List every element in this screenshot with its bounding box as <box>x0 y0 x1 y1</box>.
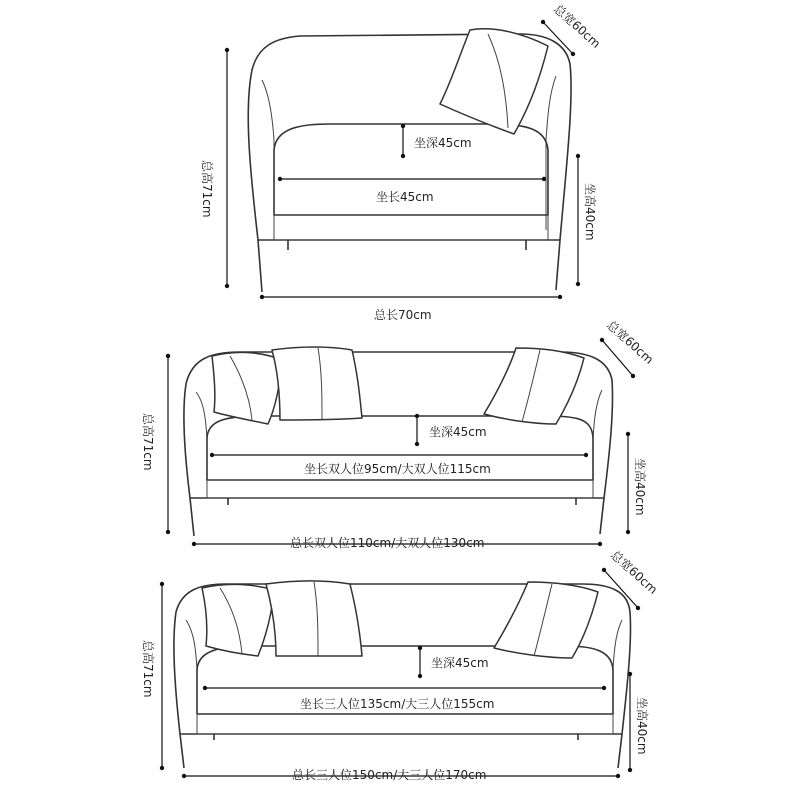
triple-total-width-label: 总宽60cm <box>607 547 661 597</box>
single-total-height-label: 总高71cm <box>200 160 214 218</box>
triple-sofa-drawing <box>174 581 631 768</box>
single-total-width-label: 总宽60cm <box>550 1 604 51</box>
single-sofa-diagram <box>200 2 603 322</box>
double-total-width-label: 总宽60cm <box>603 317 657 367</box>
single-seat-height-label: 坐高40cm <box>583 183 597 241</box>
single-total-length-label: 总长70cm <box>374 308 432 322</box>
double-sofa-diagram <box>141 318 656 550</box>
single-seat-length-label: 坐长45cm <box>376 190 434 204</box>
double-seat-depth-label: 坐深45cm <box>429 425 487 439</box>
triple-seat-length-label: 坐长三人位135cm/大三人位155cm <box>300 697 495 711</box>
double-total-height-label: 总高71cm <box>141 413 155 471</box>
double-seat-length-label: 坐长双人位95cm/大双人位115cm <box>304 462 491 476</box>
double-seat-height-label: 坐高40cm <box>633 458 647 516</box>
single-seat-depth-label: 坐深45cm <box>414 136 472 150</box>
double-sofa-drawing <box>184 347 613 536</box>
triple-seat-depth-label: 坐深45cm <box>431 656 489 670</box>
double-total-length-label: 总长双人位110cm/大双人位130cm <box>290 536 485 550</box>
triple-total-height-label: 总高71cm <box>141 640 155 698</box>
triple-sofa-diagram <box>141 548 660 782</box>
triple-total-length-label: 总长三人位150cm/大三人位170cm <box>292 768 487 782</box>
triple-seat-height-label: 坐高40cm <box>635 697 649 755</box>
single-sofa-drawing <box>248 29 571 292</box>
